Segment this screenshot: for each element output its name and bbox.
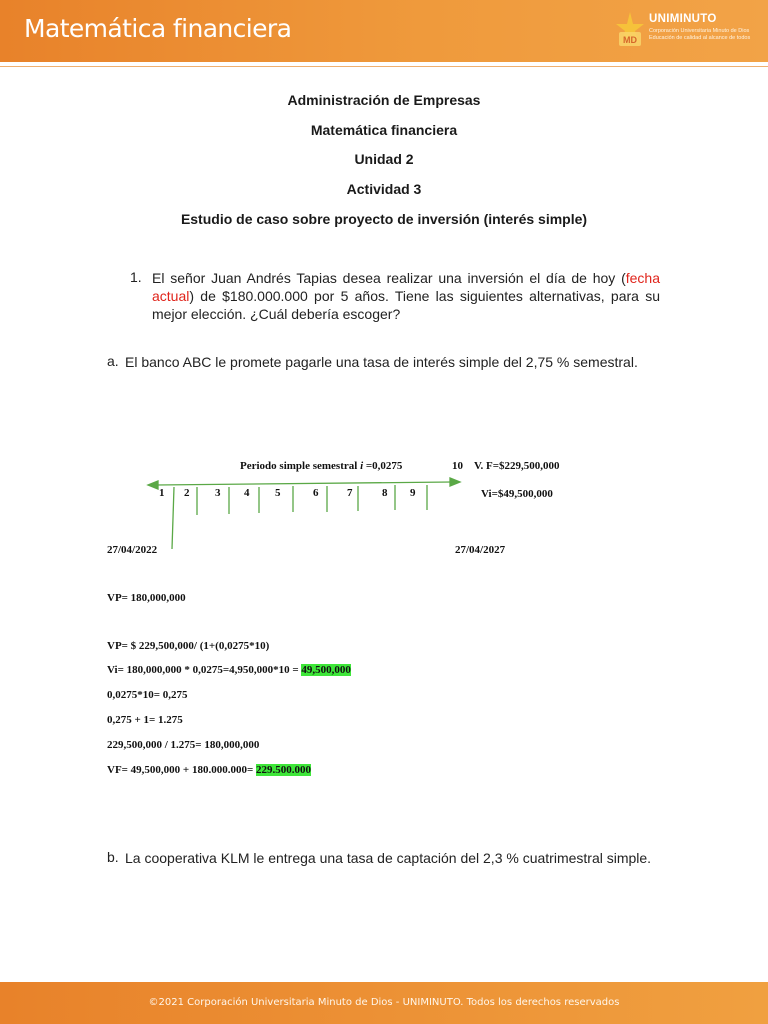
option-b-marker: b.	[107, 849, 119, 865]
svg-text:MD: MD	[623, 35, 637, 45]
timeline-title-rate: =0,0275	[363, 460, 403, 472]
page-footer	[0, 982, 768, 1024]
calc-vp: VP= 180,000,000	[107, 592, 186, 604]
period-label-4: 4	[244, 487, 250, 499]
timeline-axis-line	[156, 482, 452, 485]
heading-case-study: Estudio de caso sobre proyecto de inversión (interés simple)	[180, 211, 588, 227]
question-text-end: ) de $180.000.000 por 5 años. Tiene las siguientes alternativas, para su mejor elección. ¿Cuál debería escoger?	[152, 288, 660, 322]
calc-vf-formula	[107, 764, 311, 776]
heading-activity: Actividad 3	[346, 181, 422, 197]
period-label-2: 2	[184, 487, 190, 499]
period-label-1: 1	[159, 487, 165, 499]
calc-vf-result: 229.500.000	[255, 764, 311, 776]
period-label-6: 6	[313, 487, 319, 499]
timeline-origin-line	[172, 487, 174, 549]
period-label-8: 8	[382, 487, 388, 499]
calc-step-2: 0,275 + 1= 1.275	[107, 714, 183, 726]
question-highlight: fecha actual	[152, 270, 660, 304]
timeline-vi-label: Vi=$49,500,000	[481, 488, 553, 500]
option-a-marker: a.	[107, 353, 119, 369]
timeline-arrow-right	[450, 478, 460, 486]
timeline-start-date: 27/04/2022	[107, 544, 158, 556]
logo-name: UNIMINUTO	[649, 13, 717, 25]
question-text-start: El señor Juan Andrés Tapias desea realizar una inversión el día de hoy (	[152, 270, 626, 286]
calc-vf-formula-text: VF= 49,500,000 + 180.000.000=	[107, 764, 256, 776]
calc-step-1: 0,0275*10= 0,275	[107, 689, 188, 701]
question-number: 1.	[130, 269, 142, 285]
timeline-arrow-left	[148, 481, 158, 489]
calc-vi-result: 49,500,000	[301, 664, 351, 676]
calc-step-3: 229,500,000 / 1.275= 180,000,000	[107, 739, 260, 751]
period-label-3: 3	[215, 487, 221, 499]
timeline-last-period: 10	[452, 460, 463, 472]
timeline-title-i: i	[360, 460, 364, 472]
logo-tagline: Educación de calidad al alcance de todos	[649, 35, 751, 41]
option-b-text: La cooperativa KLM le entrega una tasa de captación del 2,3 % cuatrimestral simple.	[125, 850, 652, 866]
period-label-7: 7	[347, 487, 353, 499]
heading-course: Matemática financiera	[310, 122, 458, 138]
heading-unit: Unidad 2	[354, 151, 414, 167]
timeline-end-date: 27/04/2027	[455, 544, 506, 556]
calc-vi-formula	[107, 664, 351, 676]
period-label-5: 5	[275, 487, 281, 499]
calc-vi-formula-text: Vi= 180,000,000 * 0,0275=4,950,000*10 =	[107, 664, 302, 676]
logo-subtitle: Corporación Universitaria Minuto de Dios	[649, 28, 750, 34]
header-title: Matemática financiera	[24, 14, 292, 43]
option-a-text: El banco ABC le promete pagarle una tasa de interés simple del 2,75 % semestral.	[125, 354, 638, 370]
period-label-9: 9	[410, 487, 416, 499]
timeline-vf-label: V. F=$229,500,000	[474, 460, 560, 472]
timeline-title-prefix: Periodo simple semestral	[240, 460, 361, 472]
footer-copyright: ©2021 Corporación Universitaria Minuto de Dios - UNIMINUTO. Todos los derechos reservados	[148, 997, 620, 1008]
heading-program: Administración de Empresas	[287, 92, 481, 108]
calc-vp-formula: VP= $ 229,500,000/ (1+(0,0275*10)	[107, 640, 270, 652]
